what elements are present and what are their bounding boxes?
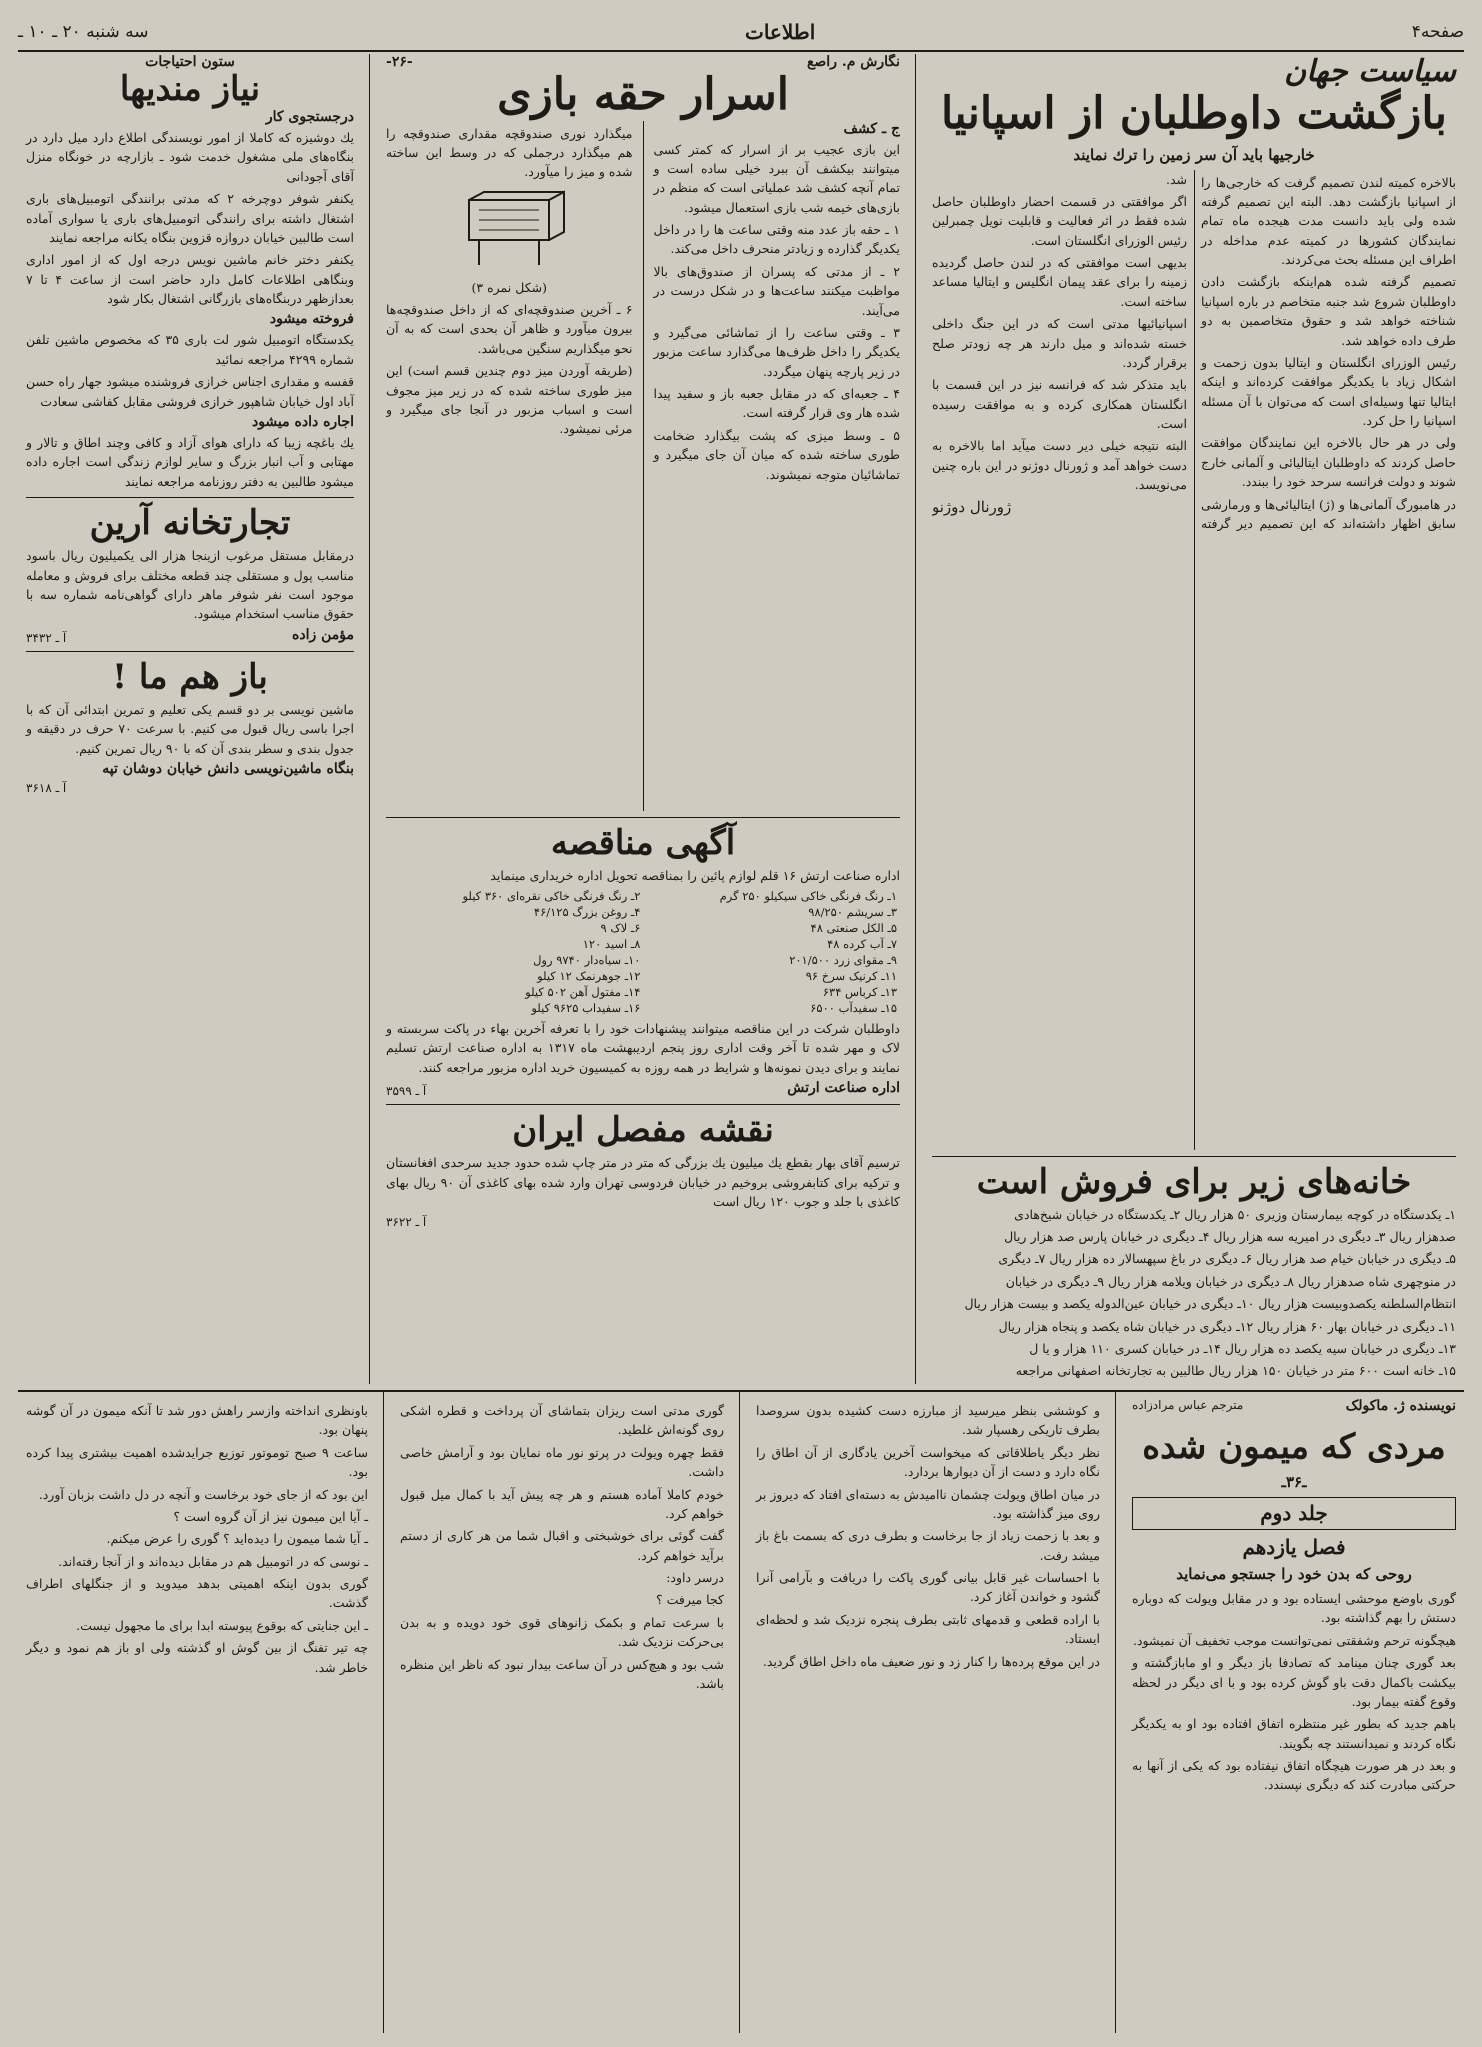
tender-row [386,904,900,920]
sales-item: ۱۳ـ دیگری در خیابان سیه یکصد ده هزار ریال ۱۴ـ در خیابان کسری ۱۱۰ هزار و یا ل [1029,1340,1456,1356]
tender-cell: ۹ـ مقوای زرد ۲۰۱/۵۰۰ [789,953,897,968]
novel-paragraph: گوری مدتی است ریزان بتماشای آن پرداخت و قطره اشکی روی گونه‌اش غلطید. [400,1403,724,1438]
politics-body [932,170,1456,1150]
politics-paragraph: بالاخره کمیته لندن تصمیم گرفت که خارجی‌ها را از اسپانیا بازگشت دهد. البته این تصمیم گرفته شده ولی باید دانست مدت هیجده ماه تمام نمایندگان کشورها در کمیته عدم مداخله در اطراف این مسئله بحث می‌کردند. [1201,174,1456,268]
chess-paragraph: ۱ ـ حقه باز عدد منه وقتی ساعت ها را در داخل یکدیگر گذارده و زیادتر منحرف داخل می‌کند. [653,222,900,257]
politics-section [924,54,1464,1384]
box-illustration [386,185,633,275]
map-code: آ ـ ۳۶۲۲ [386,1215,427,1230]
novel-translator: مترجم عباس مرادزاده [1132,1398,1244,1412]
novel-paragraph: بعد گوری چنان مینامد که تصادفا باز دیگر و او مابازگشته و بیکشت باکمال دقت باو گوش کرده بود و با ای دیگر در لحظه وقوع گفته بیمار بود. [1132,1655,1456,1709]
novel-paragraph: نظر دیگر یاطلاقاتی که میخواست آخرین یادگاری از آن اطاق را نگاه دارد و دست از آن دیوارها بردارد. [756,1444,1100,1480]
tender-row [386,952,900,968]
novel-paragraph: فقط چهره ویولت در پرتو نور ماه نمایان بود و آرامش خاصی داشت. [400,1444,724,1480]
tender-row [386,920,900,936]
episode-number: -۲۶- [386,54,413,70]
map-headline: نقشه مفصل ایران [512,1110,774,1151]
novel-paragraph: ـ نوسی که در اتومبیل هم در مقابل دیده‌اند و از آنجا رفته‌اند. [58,1553,368,1569]
novel-paragraph: باونظری انداخته وازسر راهش دور شد تا آنکه میمون در آن گوشه پنهان بود. [26,1403,368,1438]
novel-subtitle: روحی که بدن خود را جستجو می‌نماید [1176,1565,1412,1584]
novel-column-2 [748,1398,1108,2033]
tender-row [386,888,900,904]
tender-cell: ۱۴ـ مفتول آهن ۵۰۲ کیلو [525,985,641,1000]
tender-table [386,888,900,1016]
merchant-headline: تجارتخانه آرین [89,503,291,544]
chess-paragraph: ۵ ـ وسط میزی که پشت بیگذارد ضخامت طوری ساخته شده که میان آن جای میگیرد و تماشائیان متوجه نمیشوند. [653,427,900,482]
tender-cell: ۷ـ آب کرده ۴۸ [827,937,897,952]
sales-item: انتظام‌السلطنه یکصدوبیست هزار ریال ۱۰ـ دیگری در خیابان عین‌الدوله یکصد و بیست هزار ریال [964,1296,1456,1312]
novel-paragraph: با سرعت تمام و بکمک زانوهای قوی خود دویده و به بدن بی‌حرکت نزدیک شد. [400,1614,724,1650]
needs-ad: یك دوشیزه که کاملا از امور نویسندگی اطلاع دارد میل دارد در بنگاه‌های ملی مشغول خدمت شود ـ بازارچه در خونگاه منزل آقای آجودانی [26,130,354,184]
tender-headline: آگهی مناقصه [550,822,736,863]
politics-paragraph: اگر موافقتی در قسمت احضار داوطلبان حاصل شده فقط در اثر فعالیت و قابلیت نویل چمبرلین رئیس الوزرای انگلستان است. [932,193,1187,248]
sales-item: ۱۵ـ خانه است ۶۰۰ متر در خیابان ۱۵۰ هزار ریال طالبین به تجارتخانه اصفهانی مراجعه [1015,1363,1456,1379]
novel-title-column [1124,1398,1464,2033]
needs-sub-rent: اجاره داده میشود [251,413,354,430]
chess-body-right [654,121,901,811]
tender-cell: ۱۳ـ کرباس ۶۳۴ [822,985,897,1000]
novel-episode: ـ۳۶ـ [1281,1473,1307,1492]
merchant-sign: مؤمن زاده [292,626,354,643]
novel-paragraph: با اراده قطعی و قدمهای ثابتی بطرف پنجره نزدیک شد و لحظه‌ای ایستاد. [756,1611,1100,1647]
needs-section-label: ستون احتیاجات [145,54,235,70]
novel-paragraph: شب بود و هیچ‌کس در آن ساعت بیدار نبود که ناظر این منظره باشد. [400,1656,724,1691]
chess-paragraph: ۲ ـ از مدتی که پسران از صندوق‌های بالا مواظبت میکنند ساعت‌ها و در شکل درست در می‌آیند. [653,263,900,318]
needs-section [18,54,362,1384]
map-body: ترسیم آقای بهار بقطع یك میلیون یك بزرگی که متر در متر چاپ شده حدود جدید سرحدی افغانستان و ترکیه برای کتابفروشی بروخیم در خیابان فردوسی تهران وارد شده بهای کاغذی آن ۹۰ ریال بهای کاغذی با جلد و جوب ۱۲۰ ریال است [386,1155,901,1210]
again-headline: باز هم ما ! [112,656,268,697]
novel-paragraph: با احساسات غیر قابل بیانی گوری پاکت را دریافت و بآرامی آنرا گشود و خواندن آغاز کرد. [756,1570,1100,1605]
masthead [18,14,1464,52]
chess-subtitle: ج ـ کشف [843,120,900,137]
novel-volume: جلد دوم [1260,1501,1328,1526]
novel-paragraph: در این موقع پرده‌ها را کنار زد و نور ضعیف ماه داخل اطاق گردید. [762,1653,1100,1669]
tender-cell: ۸ـ اسید ۱۲۰ [582,937,641,952]
tender-cell: ۳ـ سریشم ۹۸/۲۵۰ [808,905,897,920]
politics-headline: بازگشت داوطلبان از اسپانیا [940,88,1448,139]
novel-paragraph: کجا میرفت ؟ [655,1592,724,1608]
tender-cell: ۱۰ـ سیاه‌دار ۹۷۴۰ رول [533,953,641,968]
novel-column-3 [392,1398,732,2033]
tender-cell: ۱ـ رنگ فرنگی خاکی سیکیلو ۲۵۰ گرم [719,889,897,904]
chess-paragraph: این بازی عجیب بر از اسرار که کمتر کسی میتوانند بیکشف آن ببرد خیلی ساده است و تمام آنچه کشف شد عملیاتی است که منظم در بازی‌های خیمه شب بازی استعمال میشود. [653,141,900,215]
paper-name: اطلاعات [745,20,816,44]
politics-paragraph: در هامبورگ آلمانی‌ها و (ژ) ایتالیائی‌ها و ورمارشی سابق اظهار داشته‌اند که این تصمیم دیر گرفته شد. [1165,171,1456,531]
novel-paragraph: گوری باوضع موحشی ایستاده بود و در مقابل ویولت که دوباره دستش را بهم گذاشته بود. [1132,1591,1456,1626]
box-drawing-icon [449,190,569,270]
novel-section [18,1390,1464,2033]
needs-ad: قفسه و مقداری اجناس خرازی فروشنده میشود جهار راه حسن آباد اول خیابان شاهپور خرازی فروشی مقابل کفاشی سعادت [26,374,354,409]
needs-ad: یکنفر دختر خانم ماشین نویس درجه اول که از امور اداری وبنگاهی اطلاعات کامل دارد حاضر است از ساعت ۴ تا ۷ بعدازظهر دربنگاه‌های بازرگانی اشتغال بکار شود [26,252,354,307]
tender-row [386,936,900,952]
needs-sub-work: درجستجوی کار [265,109,354,126]
tender-note: داوطلبان شرکت در این مناقصه میتوانند پیشنهادات خود را با تعرفه آخرین بهاء در پاکت سربسته و لاک و مهر شده تا آخر وقت اداری روز پنجم اردیبهشت ماه ۱۳۱۷ به اداره صناعت ارتش تسلیم نمایند و برای دیدن نمونه‌ها و شرایط در همه روزه به کمیسیون خرید اداره مزبور مراجعه کنند. [386,1021,901,1075]
politics-byline: ژورنال دوژنو [932,497,1012,516]
page-label: صفحه۴ [1411,22,1464,42]
issue-date: سه شنبه ۲۰ ـ ۱۰ ـ [18,22,149,42]
tender-code: آ ـ ۳۵۹۹ [386,1084,427,1099]
tender-cell: ۶ـ لاک ۹ [600,921,641,936]
needs-ad: یك باغچه زیبا که دارای هوای آزاد و کافی وچند اطاق و تالار و مهتابی و آب انبار بزرگ و سایر لوازم زندگی است اجاره داده میشود طالبین به دفتر روزنامه مراجعه نمایند [26,434,354,489]
tender-cell: ۱۲ـ جوهرنمک ۱۲ کیلو [537,969,641,984]
chess-paragraph: میگذارد نوری صندوقچه مقداری صندوقچه را هم میگذارد درجملی که در وسط این ساخته شده و میز را میآورد. [386,125,633,180]
politics-paragraph: رئیس الوزرای انگلستان و ایتالیا بدون زحمت و اشکال زیاد با یکدیگر موافقت کرده‌اند و اینکه ایتالیا تنها وسیله‌ای است که می‌توان با آن مسئله اسپانیا را حل کرد. [1201,354,1456,429]
novel-paragraph: خودم کاملا آماده هستم و هر چه پیش آید با کمال میل قبول خواهم کرد. [400,1486,724,1521]
middle-section [378,54,908,1384]
novel-paragraph: گوری بدون اینکه اهمیتی بدهد میدوید و از جنگلهای اطراف گذشت. [26,1576,368,1611]
novel-paragraph: و بعد در هر صورت هیچگاه اتفاق نیفتاده بود که یکی از آنها به حرکتی مبادرت کند که دیگری نپسندد. [1132,1758,1456,1793]
chess-paragraph: ۶ ـ آخرین صندوقچه‌ای که از داخل صندوقچه‌ها بیرون میآورد و ظاهر آن بحدی است که به آن نحو میگذاریم سنگین می‌باشد. [386,302,633,356]
upper-grid [18,54,1464,1384]
again-code: آ ـ ۳۶۱۸ [26,780,67,795]
tender-cell: ۵ـ الکل صنعتی ۴۸ [810,921,897,936]
tender-row [386,1000,900,1016]
tender-cell: ۱۵ـ سفیدآب ۶۵۰۰ [810,1001,897,1016]
sales-item: ۱۱ـ دیگری در خیابان بهار ۶۰ هزار ریال ۱۲ـ دیگری در خیابان شاه یکصد و پنجاه هزار ریال [998,1318,1456,1334]
politics-paragraph: ولی در هر حال بالاخره این نمایندگان موافقت حاصل کردند که داوطلبان ایتالیائی و آلمانی خارج شوند و دولت فرانسه سرحد خود را ببندد. [1201,435,1456,490]
politics-paragraph: اسپانیائیها مدتی است که در این جنگ داخلی خسته شده‌اند و میل دارند هر چه زودتر صلح برقرار گردد. [932,316,1187,370]
again-sign: بنگاه ماشین‌نویسی دانش خیابان دوشان تپه [102,760,354,777]
merchant-body: درمقابل مستقل مرغوب ازینجا هزار الی یکمیلیون ریال باسود مناسب پول و مستقلی چند قطعه مختلف برای فروش و معامله موجود است نفر شوفر ماهر دارای گواهی‌نامه شماره سه با حقوق مناسب استخدام میشود. [26,548,354,622]
sales-item: در منوچهری شاه صدهزار ریال ۸ـ دیگری در خیابان ویلامه هزار ریال ۹ـ دیگری در خیابان [1005,1273,1456,1289]
novel-paragraph: و کوششی بنظر میرسید از مبارزه دست کشیده بدون سروصدا بطرف تاریکی رهسپار شد. [756,1403,1100,1438]
sales-headline: خانه‌های زیر برای فروش است [976,1161,1412,1202]
novel-paragraph: در میان اطاق ویولت چشمان ناامیدش به دسته‌ای افتاد که دیروز بر روی میز گذاشته بود. [756,1486,1100,1521]
politics-paragraph: تصمیم گرفته شده هم‌اینکه بازگشت دادن داوطلبان شروع شد جنبه متخاصم در باره اسپانیا شناخته خواهد شد و حقوق متخاصمین به دو طرف داده خواهد شد. [1201,274,1456,348]
tender-cell: ۴ـ روغن بزرگ ۴۶/۱۲۵ [533,905,641,920]
politics-paragraph: بدیهی است موافقتی که در لندن حاصل گردیده زمینه را برای عقد پیمان انگلیس و ایتالیا مساعد ساخته است. [932,255,1187,309]
sales-item: صدهزار ریال ۳ـ دیگری در امیریه سه هزار ریال ۴ـ دیگری در خیابان پارس صد هزار ریال [1004,1229,1456,1245]
novel-paragraph: چه تیر تفنگ از بین گوش او گذشته ولی او باز هم نمود و دیگر خاطر شد. [26,1640,368,1675]
chess-headline: اسرار حقه بازی [497,69,789,120]
novel-paragraph: ـ آیا شما میمون را دیده‌اید ؟ گوری را عرض میکنم. [106,1531,368,1547]
sales-item: ۱ـ یکدستگاه در کوچه بیمارستان وزیری ۵۰ هزار ریال ۲ـ یکدستگاه در خیابان شیخ‌هادی [1014,1206,1456,1222]
chess-paragraph: ۳ ـ وقتی ساعت را از تماشائی می‌گیرد و یکدیگر را داخل ظرف‌ها می‌گذارد ساعت مزبور در زیر پارچه پنهان میگردد. [653,324,900,379]
fig-caption: (شکل نمره ۳) [471,279,547,295]
novel-headline: مردی که میمون شده [1142,1427,1446,1467]
merchant-code: آ ـ ۳۴۳۲ [26,630,67,645]
tender-cell: ۲ـ رنگ فرنگی خاکی نقره‌ای ۳۶۰ کیلو [462,889,641,904]
needs-headline: نیاز مندیها [119,69,261,109]
novel-paragraph: ساعت ۹ صبح توموتور توزیع جرایدشده اهمیت بیشتری پیدا کرده بود. [26,1444,368,1480]
novel-paragraph: گفت گوئی برای خوشبختی و اقبال شما من هر کاری از دستم برآید خواهم کرد. [400,1528,724,1563]
novel-paragraph: درسر داود: [666,1570,724,1585]
novel-paragraph: باهم جدید که بطور غیر منتظره اتفاق افتاده بود او به یکدیگر نگاه کردند و نمیدانستند چه بگویند. [1132,1716,1456,1751]
tender-cell: ۱۱ـ کرنیک سرخ ۹۶ [805,969,897,984]
needs-ad: یکدستگاه اتومبیل شور لت باری ۳۵ که مخصوص ماشین تلفن شماره ۴۲۹۹ مراجعه نمائید [26,332,354,367]
chess-paragraph: (طریقه آوردن میز دوم چندین قسم است) این میز طوری ساخته شده که در زیر میز مجوف است و اسباب مزبور در آنجا جای میگیرد و مرئی نمیشود. [386,363,633,437]
tender-intro: اداره صناعت ارتش ۱۶ قلم لوازم پائین را بمناقصه تحویل اداره خریداری مینماید [490,867,900,883]
novel-author: نویسنده ژ. ماکولک [1345,1398,1456,1414]
novel-paragraph: ـ آیا این میمون نیز از آن گروه است ؟ [173,1508,368,1524]
chess-body-left [386,121,633,811]
novel-paragraph: هیچگونه ترحم وشفقتی نمی‌توانست موجب تخفیف آن نمیشود. [1132,1632,1456,1648]
chess-byline: نگارش م. راصع [806,54,900,70]
chess-paragraph: ۴ ـ جعبه‌ای که در مقابل جعبه باز و سفید پیدا شده هار وی قرار گرفته است. [653,386,900,421]
novel-paragraph: این بود که از جای خود برخاست و آنچه در دل داشت بزبان آورد. [38,1486,368,1502]
tender-row [386,984,900,1000]
novel-paragraph: ـ این جنایتی که بوقوع پیوسته ابدا برای ما مجهول نیست. [76,1617,368,1633]
section-logo: سیاست جهان [1284,54,1456,89]
again-body: ماشین نویسی بر دو قسم یکی تعلیم و تمرین ابتدائی آن که با اجرا باسی ریال قبول می کنیم. با سرعت ۷۰ حرف در دقیقه و جدول بندی و سطر بندی آن که با ۹۰ ریال تمرین کنیم. [26,701,354,756]
politics-paragraph: باید متذکر شد که فرانسه نیز در این قسمت با انگلستان همکاری کرده و به موافقت رسیده است. [932,377,1187,432]
sales-item: ۵ـ دیگری در خیابان خیام صد هزار ریال ۶ـ دیگری در باغ سپهسالار ده هزار ریال ۷ـ دیگری [998,1251,1456,1267]
tender-signature: اداره صناعت ارتش [787,1080,900,1097]
tender-row [386,968,900,984]
politics-subheadline: خارجیها باید آن سر زمین را ترك نمایند [1073,145,1315,164]
novel-paragraph: و بعد با زحمت زیاد از جا برخاست و بطرف دری که بسمت باغ باز میشد رفت. [756,1528,1100,1563]
novel-chapter: فصل یازدهم [1242,1535,1346,1560]
tender-cell: ۱۶ـ سفیداب ۹۶۲۵ کیلو [531,1001,641,1016]
needs-sub-sale: فروخته میشود [269,311,354,328]
needs-ad: یکنفر شوفر دوچرخه ۲ که مدتی برانندگی اتومبیل‌های باری اشتغال داشته برای رانندگی اتومبیل‌های باری یا سواری آماده است طالبین خیابان دروازه قزوین بنگاه یکانه مراجعه نمایند [26,191,354,245]
politics-paragraph: البته نتیجه خیلی دیر دست میآید اما بالاخره به دست خواهد آمد و ژورنال دوژنو در این باره چنین می‌نویسد. [932,438,1187,493]
novel-column-4 [18,1398,376,2033]
